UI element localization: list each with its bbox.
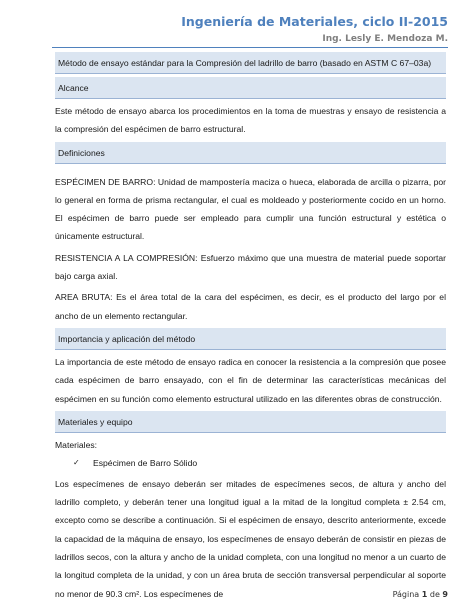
- alcance-paragraph: Este método de ensayo abarca los procedimientos en la toma de muestras y ensayo de resistencia a la compresión del espécimen de barro estructural.: [55, 106, 446, 135]
- importancia-heading: Importancia y aplicación del método: [55, 328, 446, 350]
- materiales-label: Materiales:: [55, 439, 98, 450]
- footer-page-number: 1: [421, 590, 428, 599]
- def-area-paragraph: AREA BRUTA: Es el área total de la cara del espécimen, es decir, es el producto del largo por el ancho de un elemento rectangular.: [55, 292, 446, 321]
- checkmark-icon: ✓: [73, 457, 80, 467]
- def-resistencia-paragraph: RESISTENCIA A LA COMPRESIÓN: Esfuerzo máximo que una muestra de material puede soportar bajo carga axial.: [55, 252, 446, 282]
- def-especimen-paragraph: ESPÉCIMEN DE BARRO: Unidad de mampostería maciza o hueca, elaborada de arcilla o pizarra, por lo general en forma de prisma rectangular, el cual es moldeado y posteriormente cocido en un horno. El espécimen de barro puede ser empleado para cumplir una función estructural y estética o únicamente estructural.: [55, 176, 446, 242]
- header-divider: [52, 47, 448, 48]
- footer-page-word: Página: [392, 590, 420, 599]
- material-item-label: Espécimen de Barro Sólido: [93, 457, 198, 468]
- list-item: [73, 454, 446, 472]
- alcance-heading: Alcance: [55, 77, 446, 99]
- importancia-paragraph: La importancia de este método de ensayo radica en conocer la resistencia a la compresión que posee cada espécimen de barro ensayado, con el fin de determinar las características mecánicas del espécimen en su función como elemento estructural utilizado en las diferentes obras de construcción.: [55, 356, 446, 404]
- footer-page-total: 9: [442, 590, 448, 599]
- page-footer: [393, 590, 448, 599]
- footer-of-word: de: [429, 590, 440, 599]
- document-body: [55, 52, 446, 606]
- header-title: Ingeniería de Materiales, ciclo II-2015: [181, 14, 448, 29]
- especimenes-paragraph: Los especímenes de ensayo deberán ser mitades de especímenes secos, de altura y ancho del ladrillo completo, y deberán tener una longitud igual a la mitad de la longitud completa ± 2.54 cm, excepto como se describe a continuación. Si el espécimen de ensayo, descrito anteriormente, excede la capacidad de la máquina de ensayo, los especímenes de ensayo deberán de consistir en piezas de ladrillos secos, con la altura y ancho de la unidad completa, con una longitud no menor a un cuarto de la longitud completa de la unidad, y con un área bruta de sección transversal perpendicular al soporte no menor de 90.3 cm². Los especímenes de: [55, 478, 446, 599]
- definiciones-heading: Definiciones: [55, 142, 446, 164]
- header-author: Ing. Lesly E. Mendoza M.: [322, 34, 448, 44]
- method-title-heading: Método de ensayo estándar para la Compresión del ladrillo de barro (basado en ASTM C 67–03a): [55, 52, 446, 74]
- materiales-heading: Materiales y equipo: [55, 411, 446, 433]
